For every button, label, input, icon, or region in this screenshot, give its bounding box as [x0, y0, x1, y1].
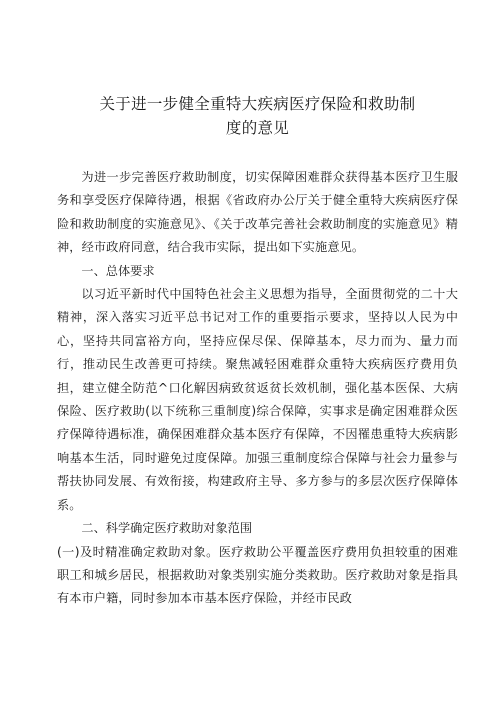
intro-paragraph: 为进一步完善医疗救助制度，切实保障困难群众获得基本医疗卫生服务和享受医疗保障待遇，根据《省政府办公厅关于健全重特大疾病医疗保险和救助制度的实施意见》、《关于改革完善社会救助制度的实施意见》精神，经市政府同意，结合我市实际，提出如下实施意见。 — [57, 170, 458, 255]
section-1-body: 以习近平新时代中国特色社会主义思想为指导，全面贯彻党的二十大精神，深入落实习近平总书记对工作的重要指示要求，坚持以人民为中心，坚持共同富裕方向，坚持应保尽保、保障基本，尽力而为、量力而行，推动民生改善更可持续。聚焦减轻困难群众重特大疾病医疗费用负担，建立健全防范^口化解因病致贫返贫长效机制，强化基本医保、大病保险、医疗救助(以下统称三重制度)综合保障，实事求是确定困难群众医疗保障待遇标准，确保困难群众基本医疗有保障，不因罹患重特大疾病影响基本生活，同时避免过度保障。加强三重制度综合保障与社会力量参与帮扶协同发展、有效衔接，构建政府主导、多方参与的多层次医疗保障体系。 — [57, 287, 458, 512]
section-2-body: (一)及时精准确定救助对象。医疗救助公平覆盖医疗费用负担较重的困难职工和城乡居民，根据救助对象类别实施分类救助。医疗救助对象是指具有本市户籍，同时参加本市基本医疗保险，并经市民政 — [57, 544, 458, 606]
title-line-2: 度的意见 — [225, 119, 290, 137]
section-2-heading: 二、科学确定医疗救助对象范围 — [81, 521, 253, 536]
document-title — [57, 92, 458, 140]
title-line-1: 关于进一步健全重特大疾病医疗保险和救助制 — [99, 95, 416, 113]
section-1-heading: 一、总体要求 — [81, 263, 155, 278]
